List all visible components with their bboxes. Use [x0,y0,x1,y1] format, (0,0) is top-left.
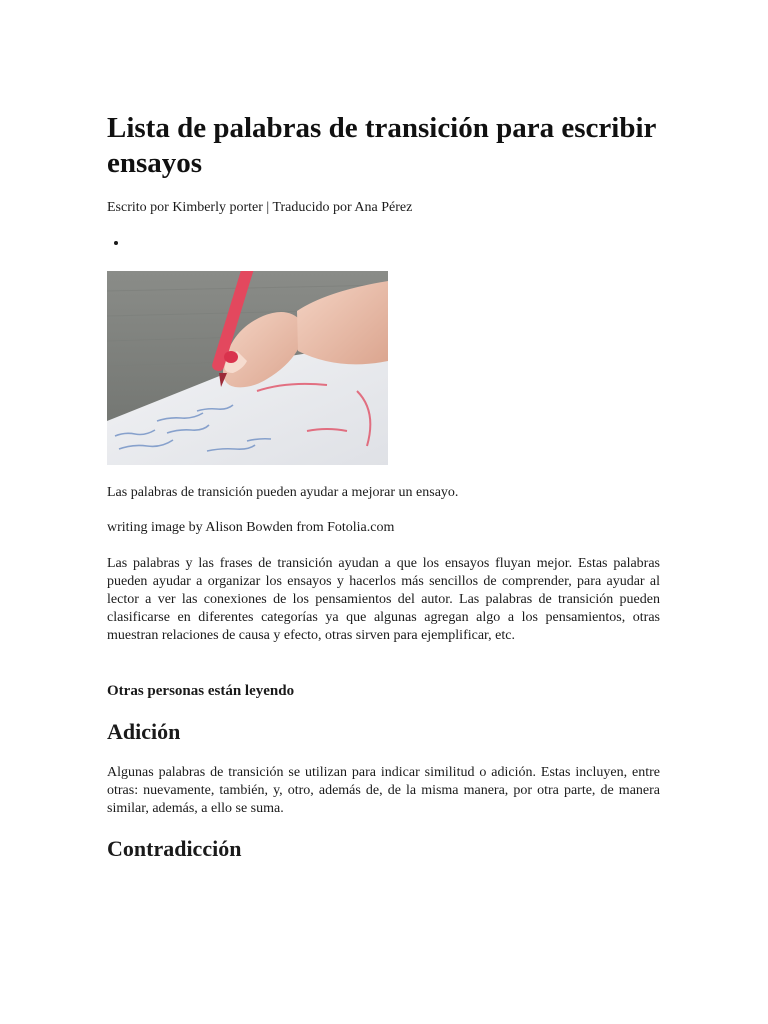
article-title: Lista de palabras de transición para escribir ensayos [107,112,656,179]
section-paragraph-adicion: Algunas palabras de transición se utilizan para indicar similitud o adición. Estas incluyen, entre otras: nuevamente, también, y, otro, además de, de la misma manera, por otra parte, de manera similar, además, a ello se suma. [107,765,660,816]
section-heading-adicion: Adición [107,719,181,744]
image-caption: Las palabras de transición pueden ayudar a mejorar un ensayo. [107,485,459,500]
section-heading-contradiccion: Contradicción [107,836,242,861]
hand-writing-photo-icon [107,271,388,465]
intro-paragraph: Las palabras y las frases de transición ayudan a que los ensayos fluyan mejor. Estas palabras pueden ayudar a organizar los ensayos y hacerlos más sencillos de comprender, para ayudar al lector a ver las conexiones de los pensamientos del autor. Las palabras de transición pueden clasificarse en diferentes categorías ya que algunas agregan algo a los pensamientos, otras muestran relaciones de causa y efecto, otras sirven para ejemplificar, etc. [107,556,660,643]
empty-bullet-list [107,234,129,252]
image-credit: writing image by Alison Bowden from Fotolia.com [107,520,395,535]
hand-writing-photo [107,271,388,465]
related-heading[interactable]: Otras personas están leyendo [107,683,295,699]
article-byline: Escrito por Kimberly porter | Traducido por Ana Pérez [107,200,413,215]
